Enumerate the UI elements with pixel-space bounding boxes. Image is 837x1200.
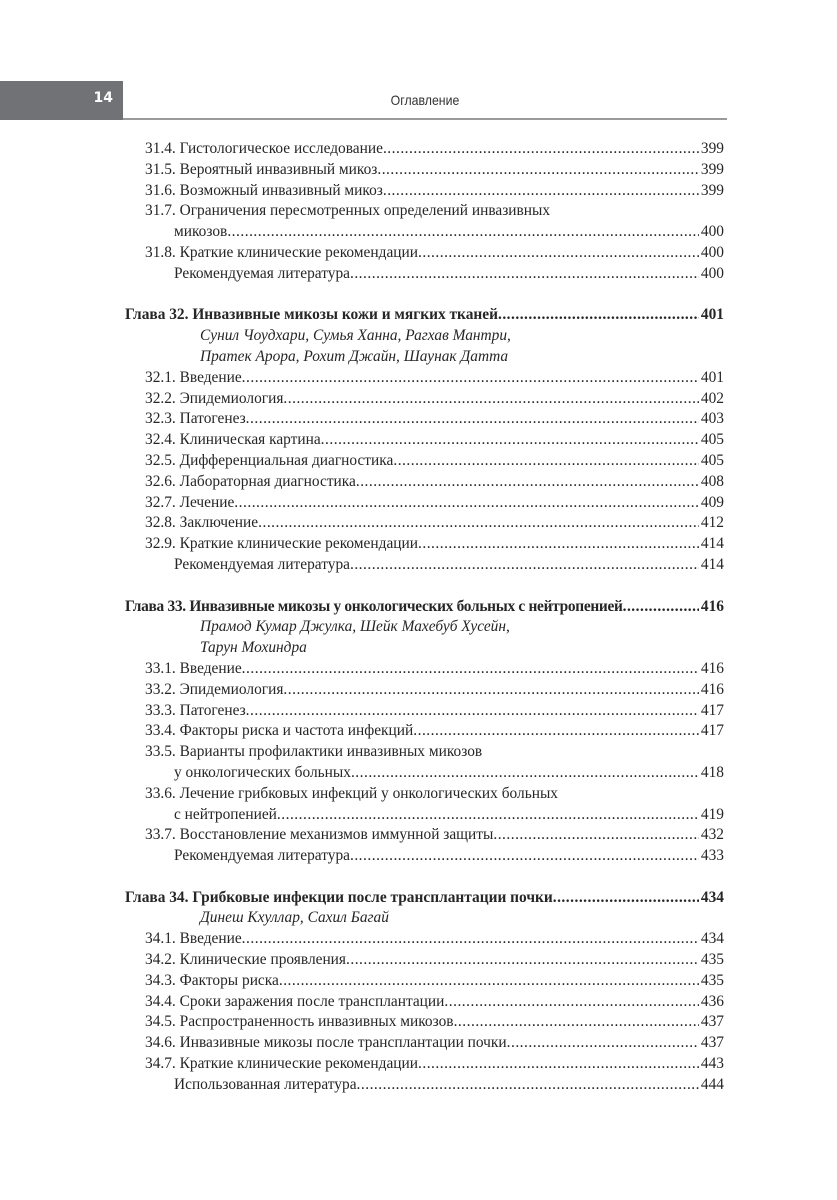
- page-ref: 401: [700, 368, 724, 386]
- leader-dots: [454, 1012, 699, 1033]
- leader-dots: [444, 992, 699, 1013]
- leader-dots: [277, 805, 699, 826]
- leader-dots: [357, 1075, 699, 1096]
- leader-dots: [234, 493, 699, 514]
- toc-entry[interactable]: 31.5. Вероятный инвазивный микоз ..... 399: [0, 160, 837, 181]
- leader-dots: [242, 929, 699, 950]
- page-ref: 414: [700, 535, 724, 553]
- toc-entry-line1[interactable]: 33.5. Варианты профилактики инвазивных микозов: [145, 743, 483, 761]
- toc-chapter-32[interactable]: Глава 32. Инвазивные микозы кожи и мягких тканей ..... 401: [0, 305, 837, 326]
- toc-entry[interactable]: Рекомендуемая литература ..... 414: [0, 555, 837, 576]
- page-ref: 409: [700, 493, 724, 511]
- page-ref: 403: [700, 410, 724, 428]
- page-number: 14: [93, 90, 113, 106]
- toc-entry[interactable]: Использованная литература ..... 444: [0, 1075, 837, 1096]
- page-ref: 405: [700, 431, 724, 449]
- leader-dots: [258, 513, 699, 534]
- toc-entry[interactable]: 32.7. Лечение ..... 409: [0, 493, 837, 514]
- page-ref: 435: [700, 951, 724, 969]
- toc-entry[interactable]: 32.3. Патогенез ..... 403: [0, 409, 837, 430]
- page-ref: 401: [700, 306, 724, 324]
- leader-dots: [377, 160, 699, 181]
- page-ref: 400: [700, 264, 724, 282]
- page-ref: 416: [700, 680, 724, 698]
- page-ref: 443: [700, 1055, 724, 1073]
- leader-dots: [383, 139, 699, 160]
- chapter-authors: Сунил Чоудхари, Сумья Ханна, Рагхав Мантри,: [200, 327, 511, 345]
- page-ref: 419: [700, 805, 724, 823]
- toc-chapter-34[interactable]: Глава 34. Грибковые инфекции после трансплантации почки ..... 434: [0, 888, 837, 909]
- running-header-title: Оглавление: [390, 92, 460, 108]
- page-ref: 437: [700, 1013, 724, 1031]
- toc-entry[interactable]: 34.4. Сроки заражения после трансплантации ..... 436: [0, 992, 837, 1013]
- page-ref: 432: [700, 826, 724, 844]
- page-ref: 400: [700, 243, 724, 261]
- page-ref: 416: [700, 597, 724, 615]
- page-ref: 434: [700, 930, 724, 948]
- leader-dots: [356, 472, 699, 493]
- toc-entry[interactable]: 33.4. Факторы риска и частота инфекций ..... 417: [0, 721, 837, 742]
- page-ref: 402: [700, 389, 724, 407]
- toc-entry[interactable]: 31.4. Гистологическое исследование ..... 399: [0, 139, 837, 160]
- toc-entry[interactable]: 34.2. Клинические проявления ..... 435: [0, 950, 837, 971]
- leader-dots: [507, 1033, 699, 1054]
- toc-entry[interactable]: 32.8. Заключение ..... 412: [0, 513, 837, 534]
- toc-entry[interactable]: 32.6. Лабораторная диагностика ..... 408: [0, 472, 837, 493]
- page-ref: 444: [700, 1075, 724, 1093]
- toc-entry[interactable]: 32.9. Краткие клинические рекомендации ..... 414: [0, 534, 837, 555]
- header-rule: [123, 118, 727, 120]
- page-ref: 399: [700, 160, 724, 178]
- toc-entry[interactable]: 31.8. Краткие клинические рекомендации ..... 400: [0, 243, 837, 264]
- chapter-authors: Динеш Кхуллар, Сахил Багай: [200, 909, 389, 927]
- table-of-contents: [0, 139, 837, 1096]
- toc-entry[interactable]: 32.4. Клиническая картина ..... 405: [0, 430, 837, 451]
- chapter-authors: Прамод Кумар Джулка, Шейк Махебуб Хусейн,: [200, 618, 510, 636]
- toc-entry[interactable]: 34.1. Введение ..... 434: [0, 929, 837, 950]
- leader-dots: [246, 701, 699, 722]
- leader-dots: [498, 305, 699, 326]
- page-ref: 400: [700, 223, 724, 241]
- leader-dots: [418, 243, 699, 264]
- leader-dots: [553, 888, 699, 909]
- page-ref: 417: [700, 722, 724, 740]
- page-ref: 408: [700, 472, 724, 490]
- toc-entry[interactable]: Рекомендуемая литература ..... 400: [0, 264, 837, 285]
- toc-entry-line1[interactable]: 31.7. Ограничения пересмотренных определений инвазивных: [145, 202, 551, 220]
- leader-dots: [350, 555, 699, 576]
- chapter-authors: Тарун Мохиндра: [200, 639, 307, 657]
- leader-dots: [493, 825, 699, 846]
- leader-dots: [350, 846, 699, 867]
- page-ref: 435: [700, 971, 724, 989]
- toc-entry[interactable]: 34.7. Краткие клинические рекомендации ..... 443: [0, 1054, 837, 1075]
- page-ref: 418: [700, 763, 724, 781]
- toc-entry[interactable]: 33.2. Эпидемиология ..... 416: [0, 680, 837, 701]
- leader-dots: [279, 971, 699, 992]
- leader-dots: [413, 721, 699, 742]
- page-ref: 416: [700, 659, 724, 677]
- toc-entry[interactable]: 32.2. Эпидемиология ..... 402: [0, 389, 837, 410]
- toc-entry[interactable]: 33.7. Восстановление механизмов иммунной защиты ..... 432: [0, 825, 837, 846]
- leader-dots: [393, 451, 699, 472]
- toc-entry[interactable]: 34.5. Распространенность инвазивных микозов ..... 437: [0, 1012, 837, 1033]
- page-ref: 399: [700, 181, 724, 199]
- toc-entry[interactable]: 32.5. Дифференциальная диагностика ..... 405: [0, 451, 837, 472]
- leader-dots: [321, 430, 699, 451]
- page-ref: 399: [700, 140, 724, 157]
- leader-dots: [351, 763, 699, 784]
- leader-dots: [283, 389, 699, 410]
- leader-dots: [242, 368, 699, 389]
- leader-dots: [383, 181, 699, 202]
- leader-dots: [623, 597, 699, 618]
- toc-entry-line2[interactable]: микозов ..... 400: [0, 222, 837, 243]
- page-ref: 437: [700, 1034, 724, 1052]
- toc-entry-line2[interactable]: у онкологических больных ..... 418: [0, 763, 837, 784]
- chapter-authors: Пратек Арора, Рохит Джайн, Шаунак Датта: [200, 347, 509, 365]
- toc-entry-line2[interactable]: с нейтропенией ..... 419: [0, 805, 837, 826]
- page-ref: 417: [700, 701, 724, 719]
- leader-dots: [350, 264, 699, 285]
- toc-entry-line1[interactable]: 33.6. Лечение грибковых инфекций у онкологических больных: [145, 784, 558, 802]
- page-ref: 434: [700, 888, 724, 906]
- page-ref: 433: [700, 847, 724, 865]
- toc-chapter-33[interactable]: Глава 33. Инвазивные микозы у онкологических больных с нейтропенией ..... 416: [0, 597, 837, 618]
- leader-dots: [242, 659, 699, 680]
- page-number-tab: [0, 81, 123, 120]
- leader-dots: [346, 950, 699, 971]
- page-ref: 405: [700, 451, 724, 469]
- toc-entry[interactable]: 34.6. Инвазивные микозы после трансплантации почки ..... 437: [0, 1033, 837, 1054]
- toc-entry[interactable]: Рекомендуемая литература ..... 433: [0, 846, 837, 867]
- toc-entry[interactable]: 32.1. Введение ..... 401: [0, 368, 837, 389]
- toc-entry[interactable]: 33.1. Введение ..... 416: [0, 659, 837, 680]
- leader-dots: [418, 534, 699, 555]
- page-ref: 414: [700, 555, 724, 573]
- page-ref: 436: [700, 992, 724, 1010]
- toc-entry[interactable]: 34.3. Факторы риска ..... 435: [0, 971, 837, 992]
- page-ref: 412: [700, 514, 724, 532]
- toc-entry[interactable]: 31.6. Возможный инвазивный микоз ..... 399: [0, 181, 837, 202]
- leader-dots: [246, 409, 699, 430]
- toc-entry[interactable]: 33.3. Патогенез ..... 417: [0, 701, 837, 722]
- leader-dots: [418, 1054, 699, 1075]
- leader-dots: [227, 222, 699, 243]
- leader-dots: [283, 680, 699, 701]
